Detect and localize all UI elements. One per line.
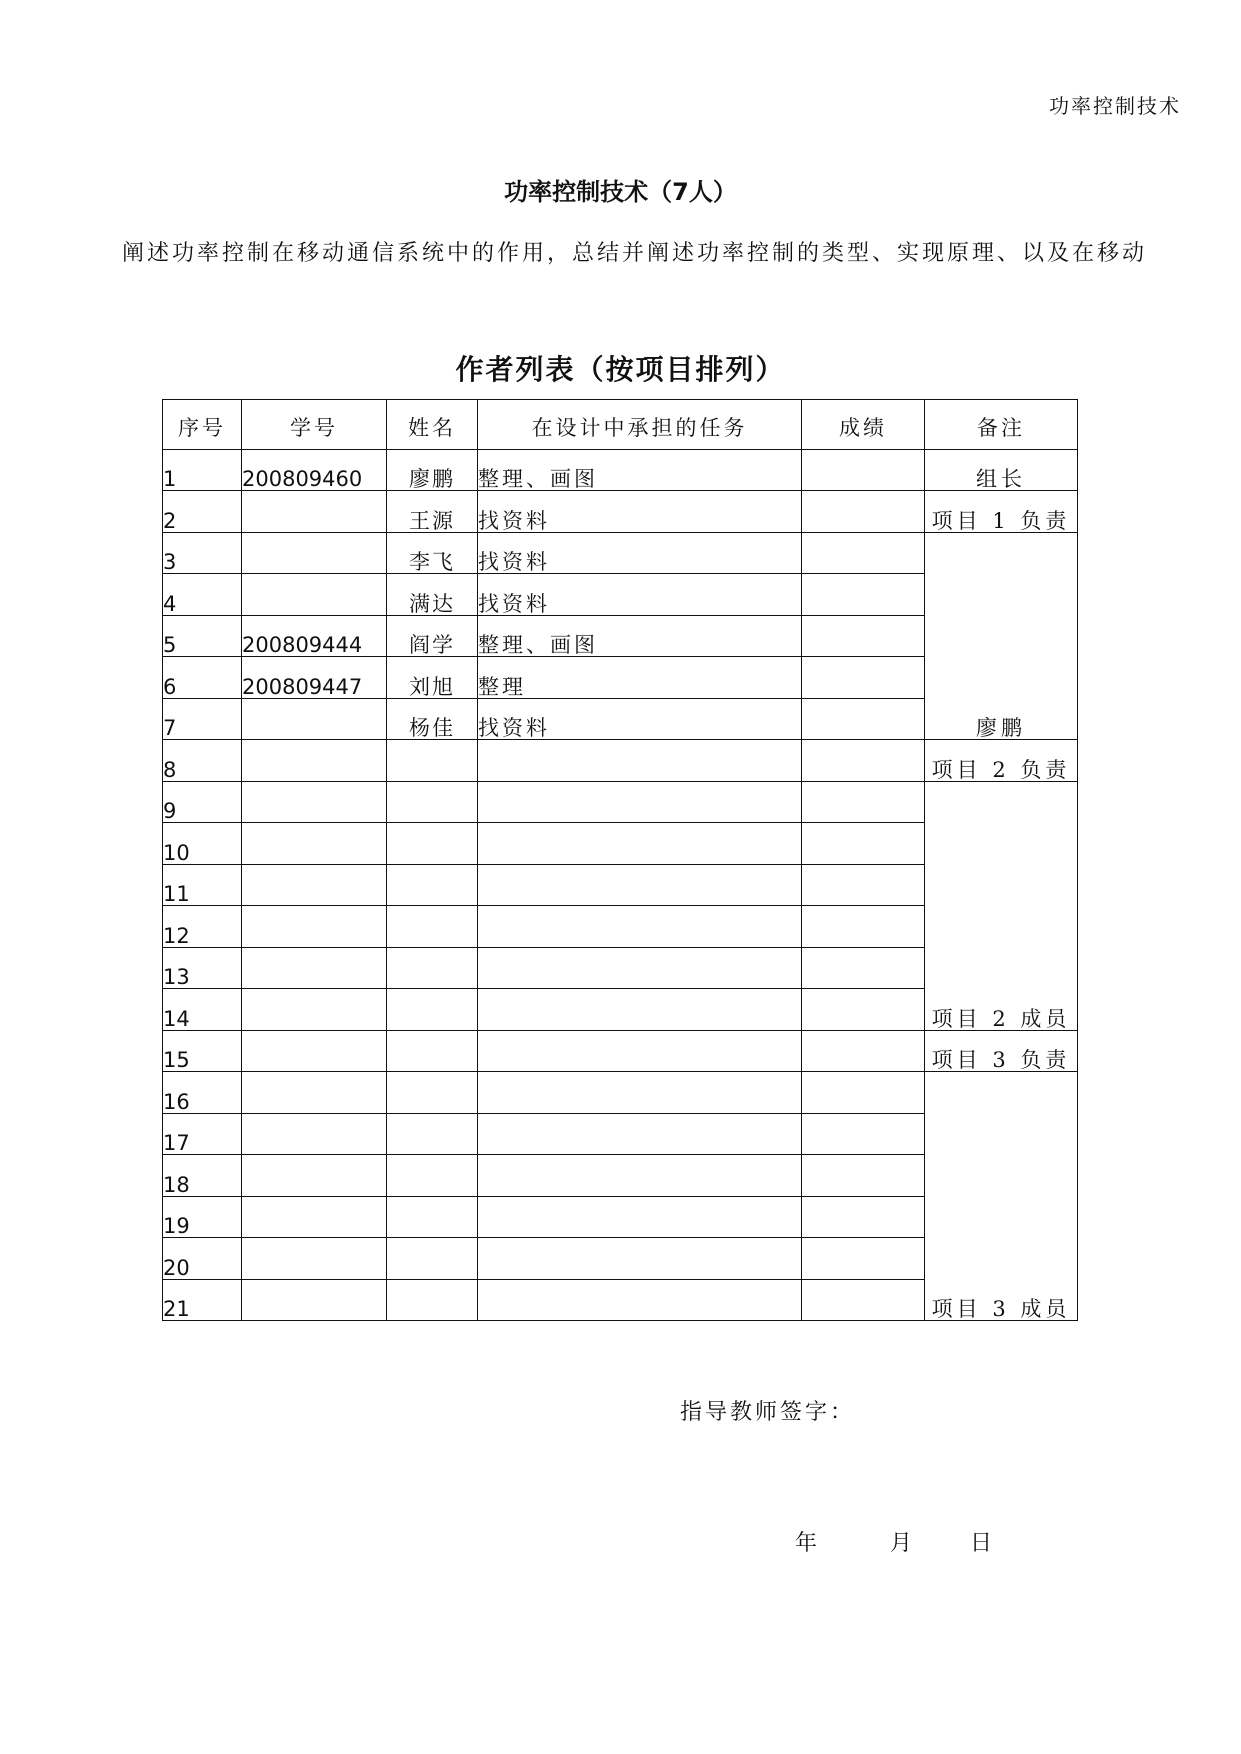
cell-student-id bbox=[242, 698, 387, 740]
cell-task: 找资料 bbox=[478, 574, 802, 616]
cell-task bbox=[478, 823, 802, 865]
cell-name bbox=[387, 1113, 478, 1155]
cell-seq: 6 bbox=[163, 657, 242, 699]
cell-task bbox=[478, 1279, 802, 1321]
cell-name bbox=[387, 1238, 478, 1280]
cell-student-id bbox=[242, 1196, 387, 1238]
cell-note: 项目 2 成员 bbox=[925, 781, 1078, 1030]
cell-student-id bbox=[242, 532, 387, 574]
table-row bbox=[163, 449, 1078, 491]
table-row bbox=[163, 532, 1078, 574]
cell-name: 阎学 bbox=[387, 615, 478, 657]
cell-task bbox=[478, 989, 802, 1031]
cell-seq: 3 bbox=[163, 532, 242, 574]
cell-student-id: 200809447 bbox=[242, 657, 387, 699]
cell-note: 组长 bbox=[925, 449, 1078, 491]
cell-task bbox=[478, 1238, 802, 1280]
cell-name bbox=[387, 947, 478, 989]
cell-note: 项目 3 成员 bbox=[925, 1072, 1078, 1321]
cell-task bbox=[478, 1030, 802, 1072]
header-seq: 序号 bbox=[163, 400, 242, 450]
cell-grade bbox=[802, 781, 925, 823]
cell-name: 廖鹏 bbox=[387, 449, 478, 491]
cell-seq: 20 bbox=[163, 1238, 242, 1280]
header-note: 备注 bbox=[925, 400, 1078, 450]
cell-seq: 17 bbox=[163, 1113, 242, 1155]
cell-student-id bbox=[242, 947, 387, 989]
cell-name bbox=[387, 989, 478, 1031]
cell-task: 整理 bbox=[478, 657, 802, 699]
table-row bbox=[163, 491, 1078, 533]
cell-name bbox=[387, 1196, 478, 1238]
cell-seq: 7 bbox=[163, 698, 242, 740]
cell-task bbox=[478, 781, 802, 823]
cell-seq: 1 bbox=[163, 449, 242, 491]
cell-name bbox=[387, 864, 478, 906]
cell-grade bbox=[802, 947, 925, 989]
cell-student-id bbox=[242, 1030, 387, 1072]
author-table bbox=[162, 399, 1078, 1321]
cell-task bbox=[478, 1113, 802, 1155]
advisor-signature-label: 指导教师签字： bbox=[680, 1400, 856, 1425]
cell-grade bbox=[802, 574, 925, 616]
cell-note: 项目 3 负责 bbox=[925, 1030, 1078, 1072]
cell-task bbox=[478, 1155, 802, 1197]
cell-grade bbox=[802, 657, 925, 699]
cell-seq: 11 bbox=[163, 864, 242, 906]
cell-task bbox=[478, 1196, 802, 1238]
cell-note: 项目 2 负责 bbox=[925, 740, 1078, 782]
cell-name bbox=[387, 1072, 478, 1114]
cell-grade bbox=[802, 1155, 925, 1197]
cell-student-id bbox=[242, 823, 387, 865]
cell-task: 找资料 bbox=[478, 491, 802, 533]
cell-task: 找资料 bbox=[478, 532, 802, 574]
cell-grade bbox=[802, 449, 925, 491]
cell-task bbox=[478, 1072, 802, 1114]
cell-student-id: 200809444 bbox=[242, 615, 387, 657]
cell-seq: 4 bbox=[163, 574, 242, 616]
cell-seq: 18 bbox=[163, 1155, 242, 1197]
cell-student-id bbox=[242, 491, 387, 533]
cell-grade bbox=[802, 823, 925, 865]
cell-grade bbox=[802, 989, 925, 1031]
cell-student-id bbox=[242, 864, 387, 906]
running-header: 功率控制技术 bbox=[1049, 94, 1181, 118]
table-header-row bbox=[163, 400, 1078, 450]
cell-seq: 9 bbox=[163, 781, 242, 823]
cell-task: 找资料 bbox=[478, 698, 802, 740]
document-title: 功率控制技术（7人） bbox=[504, 178, 737, 206]
header-task: 在设计中承担的任务 bbox=[478, 400, 802, 450]
header-grade: 成绩 bbox=[802, 400, 925, 450]
cell-note: 廖鹏 bbox=[925, 532, 1078, 740]
intro-paragraph: 阐述功率控制在移动通信系统中的作用，总结并阐述功率控制的类型、实现原理、以及在移动 bbox=[122, 241, 1148, 266]
cell-grade bbox=[802, 532, 925, 574]
header-student-id: 学号 bbox=[242, 400, 387, 450]
cell-student-id bbox=[242, 906, 387, 948]
cell-seq: 2 bbox=[163, 491, 242, 533]
cell-grade bbox=[802, 1238, 925, 1280]
cell-student-id: 200809460 bbox=[242, 449, 387, 491]
cell-task bbox=[478, 740, 802, 782]
cell-seq: 13 bbox=[163, 947, 242, 989]
cell-student-id bbox=[242, 740, 387, 782]
cell-grade bbox=[802, 491, 925, 533]
cell-seq: 5 bbox=[163, 615, 242, 657]
cell-name bbox=[387, 1155, 478, 1197]
cell-name: 杨佳 bbox=[387, 698, 478, 740]
cell-student-id bbox=[242, 1279, 387, 1321]
cell-name: 李飞 bbox=[387, 532, 478, 574]
cell-student-id bbox=[242, 1113, 387, 1155]
cell-grade bbox=[802, 1196, 925, 1238]
header-name: 姓名 bbox=[387, 400, 478, 450]
cell-seq: 21 bbox=[163, 1279, 242, 1321]
date-month-label: 月 bbox=[890, 1531, 913, 1556]
date-year-label: 年 bbox=[795, 1531, 818, 1556]
cell-seq: 10 bbox=[163, 823, 242, 865]
cell-name bbox=[387, 823, 478, 865]
cell-grade bbox=[802, 906, 925, 948]
cell-grade bbox=[802, 1030, 925, 1072]
cell-seq: 15 bbox=[163, 1030, 242, 1072]
cell-task: 整理、画图 bbox=[478, 449, 802, 491]
cell-student-id bbox=[242, 781, 387, 823]
cell-name bbox=[387, 781, 478, 823]
cell-student-id bbox=[242, 1072, 387, 1114]
table-row bbox=[163, 1072, 1078, 1114]
cell-grade bbox=[802, 615, 925, 657]
cell-task bbox=[478, 947, 802, 989]
cell-task bbox=[478, 906, 802, 948]
cell-name: 王源 bbox=[387, 491, 478, 533]
cell-name bbox=[387, 906, 478, 948]
cell-student-id bbox=[242, 1238, 387, 1280]
cell-seq: 19 bbox=[163, 1196, 242, 1238]
cell-note: 项目 1 负责 bbox=[925, 491, 1078, 533]
cell-seq: 16 bbox=[163, 1072, 242, 1114]
table-title: 作者列表（按项目排列） bbox=[455, 353, 786, 386]
cell-grade bbox=[802, 864, 925, 906]
cell-name: 满达 bbox=[387, 574, 478, 616]
cell-name bbox=[387, 740, 478, 782]
cell-student-id bbox=[242, 1155, 387, 1197]
date-day-label: 日 bbox=[970, 1531, 993, 1556]
table-row bbox=[163, 1030, 1078, 1072]
cell-name bbox=[387, 1030, 478, 1072]
cell-student-id bbox=[242, 574, 387, 616]
cell-grade bbox=[802, 1113, 925, 1155]
cell-grade bbox=[802, 1072, 925, 1114]
cell-task: 整理、画图 bbox=[478, 615, 802, 657]
table-row bbox=[163, 781, 1078, 823]
cell-grade bbox=[802, 1279, 925, 1321]
cell-seq: 14 bbox=[163, 989, 242, 1031]
cell-student-id bbox=[242, 989, 387, 1031]
table-row bbox=[163, 740, 1078, 782]
cell-grade bbox=[802, 698, 925, 740]
cell-grade bbox=[802, 740, 925, 782]
table-body bbox=[163, 449, 1078, 1321]
cell-name: 刘旭 bbox=[387, 657, 478, 699]
cell-name bbox=[387, 1279, 478, 1321]
cell-seq: 12 bbox=[163, 906, 242, 948]
cell-seq: 8 bbox=[163, 740, 242, 782]
cell-task bbox=[478, 864, 802, 906]
